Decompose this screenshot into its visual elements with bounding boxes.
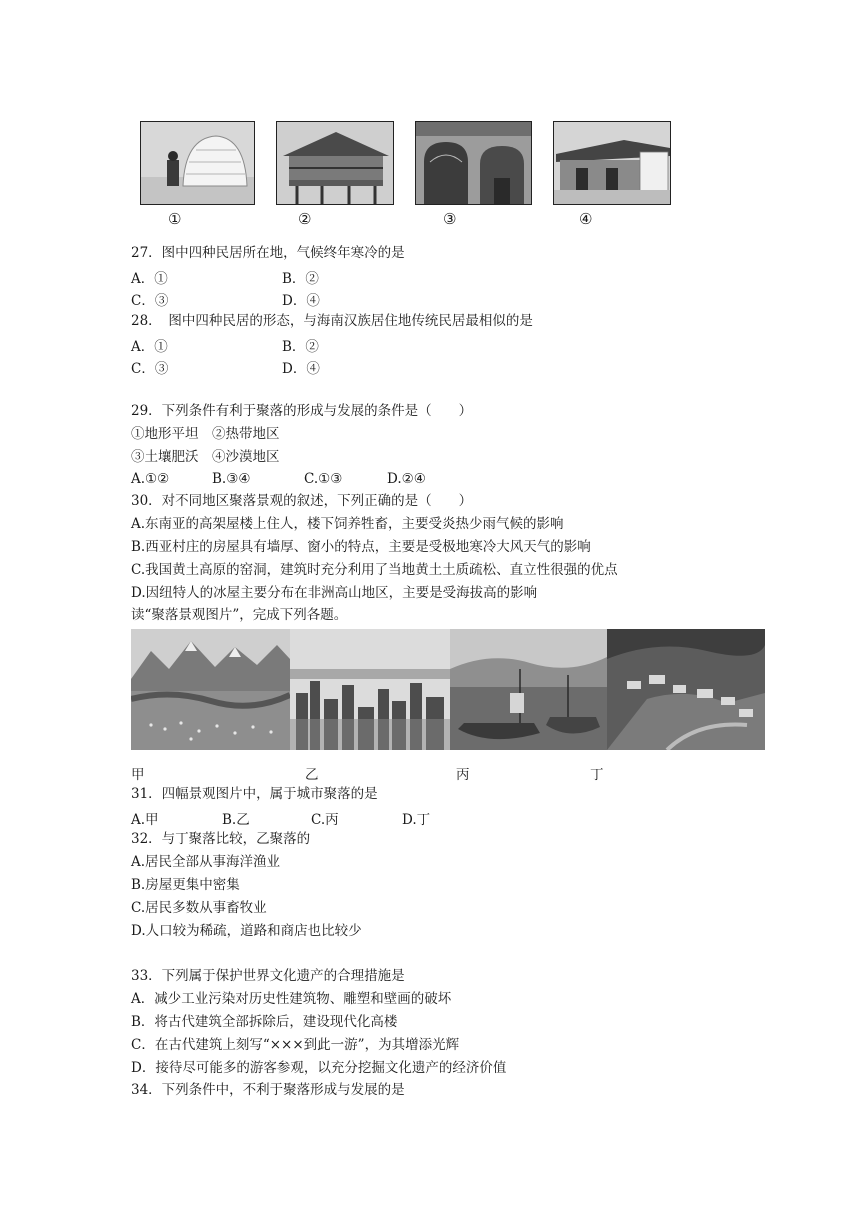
q29-option-c: C.①③ <box>304 471 343 487</box>
q29-line-1: ①地形平坦 ②热带地区 <box>131 426 280 442</box>
q28-option-a: A．① <box>131 339 168 355</box>
q27-stem: 27．图中四种民居所在地，气候终年寒冷的是 <box>131 245 405 261</box>
q29-option-a: A.①② <box>131 471 170 487</box>
q30-option-a: A.东南亚的高架屋楼上住人，楼下饲养牲畜，主要受炎热少雨气候的影响 <box>131 516 564 532</box>
q33-option-a: A．减少工业污染对历史性建筑物、雕塑和壁画的破坏 <box>131 991 452 1007</box>
q34-stem: 34．下列条件中，不利于聚落形成与发展的是 <box>131 1082 405 1098</box>
q30-option-d: D.因纽特人的冰屋主要分布在非洲高山地区，主要是受海拔高的影响 <box>131 585 538 601</box>
q33-option-d: D．接待尽可能多的游客参观，以充分挖掘文化遗产的经济价值 <box>131 1060 507 1076</box>
photo-label-2: ② <box>298 210 312 228</box>
q28-option-b: B．② <box>282 339 319 355</box>
q32-option-d: D.人口较为稀疏，道路和商店也比较少 <box>131 923 362 939</box>
landscape-jia-photo <box>131 629 290 750</box>
q33-option-c: C．在古代建筑上刻写“×××到此一游”，为其增添光辉 <box>131 1037 460 1053</box>
q30-option-c: C.我国黄土高原的窑洞，建筑时充分利用了当地黄土土质疏松、直立性很强的优点 <box>131 562 618 578</box>
q27-option-d: D．④ <box>282 293 320 309</box>
q29-option-d: D.②④ <box>387 471 426 487</box>
photo-label-3: ③ <box>443 210 457 228</box>
cave-dwelling-photo <box>415 121 532 205</box>
landscape-bing-photo <box>450 629 607 750</box>
stilt-house-photo <box>276 121 394 205</box>
q32-option-c: C.居民多数从事畜牧业 <box>131 900 267 916</box>
q28-option-c: C．③ <box>131 361 169 377</box>
q31-option-a: A.甲 <box>131 812 159 828</box>
q28-option-d: D．④ <box>282 361 320 377</box>
photo-label-1: ① <box>168 210 182 228</box>
q27-option-c: C．③ <box>131 293 169 309</box>
q33-stem: 33．下列属于保护世界文化遗产的合理措施是 <box>131 968 405 984</box>
q27-option-a: A．① <box>131 271 168 287</box>
q31-option-b: B.乙 <box>222 812 250 828</box>
landscape-label-bing: 丙 <box>456 767 470 783</box>
q31-option-d: D.丁 <box>402 812 431 828</box>
q29-stem: 29．下列条件有利于聚落的形成与发展的条件是（ ） <box>131 403 473 419</box>
q30-stem: 30．对不同地区聚落景观的叙述，下列正确的是（ ） <box>131 493 473 509</box>
q32-option-b: B.房屋更集中密集 <box>131 877 240 893</box>
landscape-label-yi: 乙 <box>305 767 319 783</box>
q29-option-b: B.③④ <box>212 471 251 487</box>
landscape-label-jia: 甲 <box>131 767 145 783</box>
q29-line-2: ③土壤肥沃 ④沙漠地区 <box>131 449 280 465</box>
q33-option-b: B．将古代建筑全部拆除后，建设现代化高楼 <box>131 1014 398 1030</box>
landscape-label-ding: 丁 <box>590 767 604 783</box>
courtyard-house-photo <box>553 121 671 205</box>
q31-option-c: C.丙 <box>311 812 339 828</box>
q28-stem: 28． 图中四种民居的形态，与海南汉族居住地传统民居最相似的是 <box>131 313 533 329</box>
q32-option-a: A.居民全部从事海洋渔业 <box>131 854 281 870</box>
q31-stem: 31．四幅景观图片中，属于城市聚落的是 <box>131 786 378 802</box>
q27-option-b: B．② <box>282 271 319 287</box>
landscape-ding-photo <box>607 629 765 750</box>
landscape-yi-photo <box>290 629 450 750</box>
q32-stem: 32．与丁聚落比较，乙聚落的 <box>131 831 311 847</box>
photo-label-4: ④ <box>579 210 593 228</box>
read-prompt: 读“聚落景观图片”，完成下列各题。 <box>131 607 348 623</box>
igloo-photo <box>140 121 255 205</box>
q30-option-b: B.西亚村庄的房屋具有墙厚、窗小的特点，主要是受极地寒冷大风天气的影响 <box>131 539 591 555</box>
